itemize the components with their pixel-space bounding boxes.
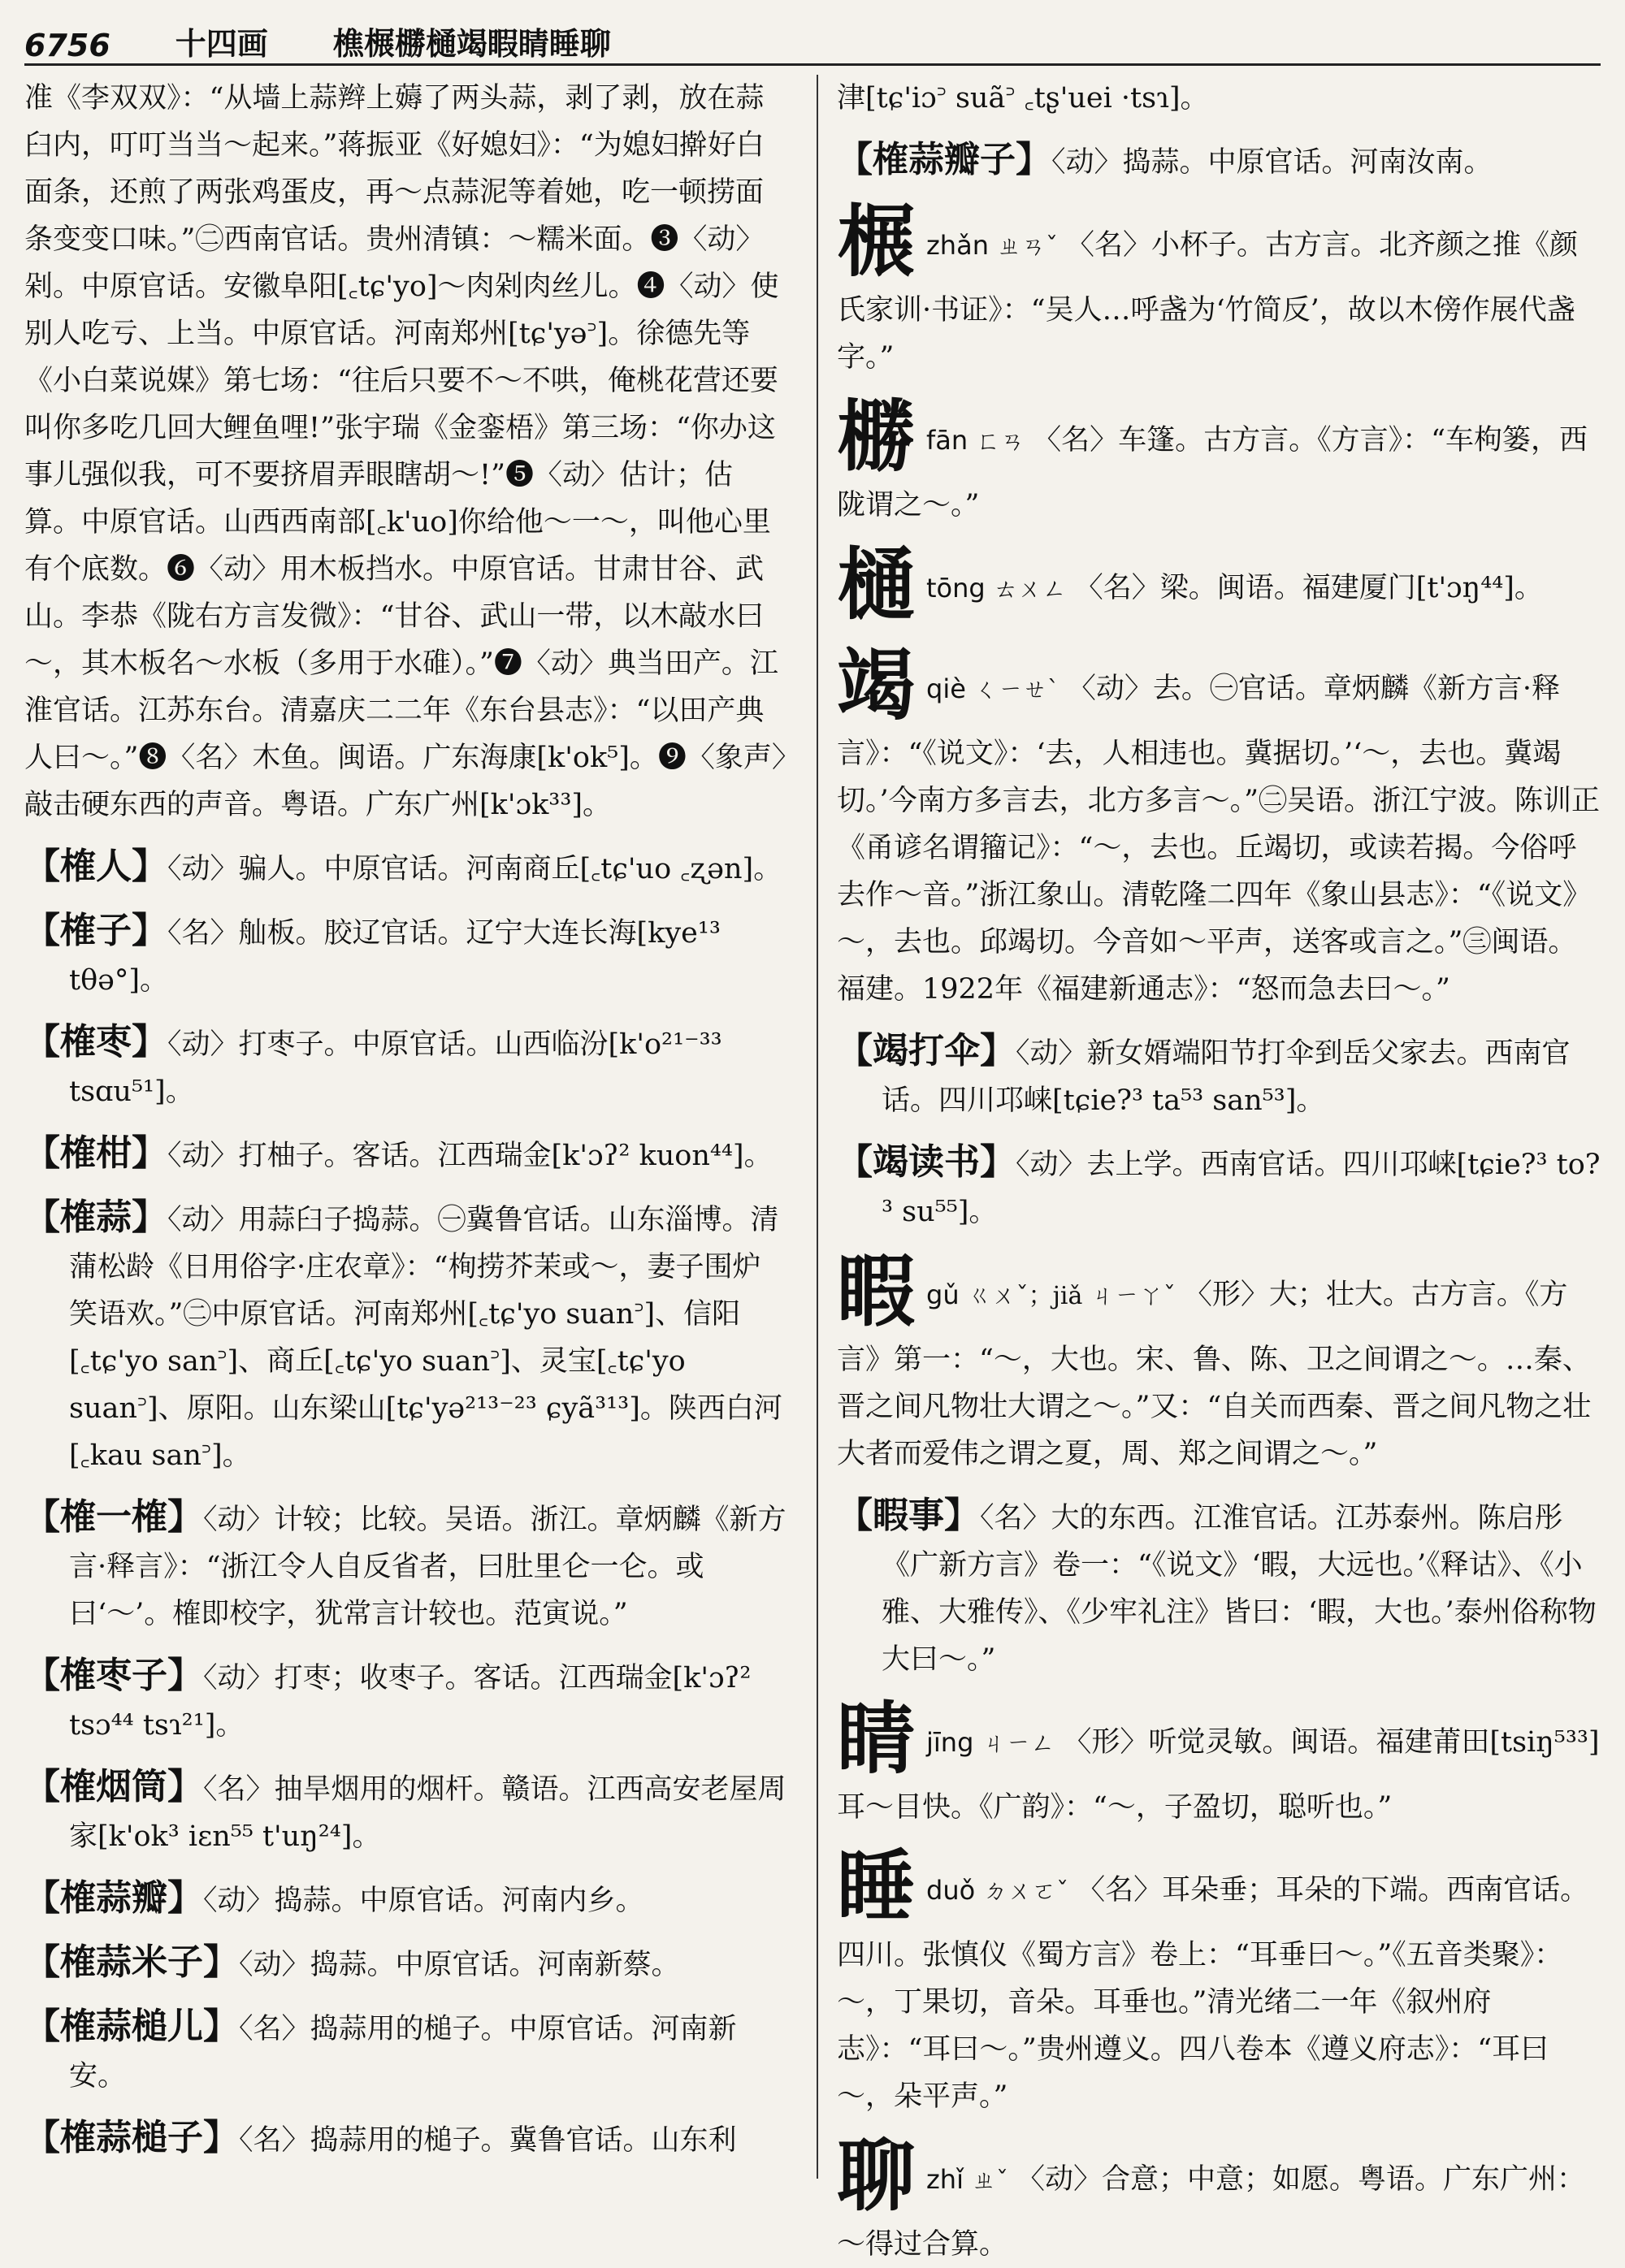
subentry-definition: 〈名〉大的东西。江淮官话。江苏泰州。陈启彤《广新方言》卷一：“《说文》‘睱，大远也。’《释诂》、《小雅、大雅传》、《少牢礼注》皆曰：‘睱，大也。’泰州俗称物大曰～。” xyxy=(882,1502,1597,1676)
right-column xyxy=(837,75,1601,2268)
character-entry xyxy=(837,641,1601,1013)
subentry-headword: 【榷蒜瓣子】 xyxy=(837,139,1051,180)
headword-character: 榐 xyxy=(837,196,915,288)
continuation-text: 准《李双双》：“从墙上蒜辫上薅了两头蒜，剥了剥，放在蒜臼内，叮叮当当～起来。”蒋振亚《好媳妇》：“为媳妇擀好白面条，还煎了两张鸡蛋皮，再～点蒜泥等着她，吃一顿捞面条变变口味。”㊁西南官话。贵州清镇：～糯米面。❸〈动〉剁。中原官话。安徽阜阳[꜀tɕ'yo]～肉剁肉丝儿。❹〈动〉使别人吃亏、上当。中原官话。河南郑州[tɕ'yə꜄]。徐德先等《小白菜说媒》第七场：“往后只要不～不哄，俺桃花营还要叫你多吃几回大鲤鱼哩!”张宇瑞《金銮梧》第三场：“你办这事儿强似我，可不要挤眉弄眼瞎胡～!”❺〈动〉估计；估算。中原官话。山西西南部[꜀k'uo]你给他～一～，叫他心里有个底数。❻〈动〉用木板挡水。中原官话。甘肃甘谷、武山。李恭《陇右方言发微》：“甘谷、武山一带，以木敲水曰～，其木板名～水板（多用于水碓）。”❼〈动〉典当田产。江淮官话。江苏东台。清嘉庆二二年《东台县志》：“以田产典人曰～。”❽〈名〉木鱼。闽语。广东海康[k'ok⁵]。❾〈象声〉敲击硬东西的声音。粤语。广东广州[k'ɔk³³]。 xyxy=(24,82,786,821)
subentry-headword: 【竭打伞】 xyxy=(837,1030,1016,1071)
entry-definition: 〈名〉车篷。古方言。《方言》：“车枸篓，西陇谓之～。” xyxy=(837,424,1588,522)
subentry-definition: 〈动〉打枣；收枣子。客话。江西瑞金[k'ɔʔ² tsɔ⁴⁴ tsɿ²¹]。 xyxy=(69,1662,752,1742)
subentry xyxy=(24,1194,788,1479)
subentry xyxy=(24,843,788,893)
zhuyin-reading: ㄐㄧㄥ xyxy=(982,1729,1055,1758)
zhuyin-reading: ㄊㄨㄥ xyxy=(993,575,1067,604)
headword-character: 橳 xyxy=(837,391,915,483)
stroke-section: 十四画 xyxy=(175,25,268,62)
headword-character: 睛 xyxy=(837,1693,915,1785)
character-entry xyxy=(837,1695,1601,1831)
subentry xyxy=(837,1492,1601,1683)
subentry-headword: 【榷烟筒】 xyxy=(24,1766,203,1807)
entry-definition: 〈形〉听觉灵敏。闽语。福建莆田[tsiŋ⁵³³]耳～目快。《广韵》：“～，子盈切，聪听也。” xyxy=(837,1726,1600,1824)
subentry-headword: 【榷枣子】 xyxy=(24,1655,203,1696)
subentry xyxy=(837,1028,1601,1124)
character-entry xyxy=(837,2132,1601,2268)
page-header xyxy=(24,18,1601,66)
subentry xyxy=(24,1764,788,1860)
subentry-headword: 【榷蒜瓣】 xyxy=(24,1877,203,1919)
subentry-definition: 〈动〉捣蒜。中原官话。河南新蔡。 xyxy=(239,1949,680,1981)
subentry-headword: 【榷蒜槌子】 xyxy=(24,2117,239,2158)
subentry-definition: 〈名〉舢板。胶辽官话。辽宁大连长海[kye¹³ tθə°]。 xyxy=(69,917,721,997)
subentry-definition: 〈动〉捣蒜。中原官话。河南内乡。 xyxy=(203,1885,644,1917)
zhuyin-reading: ㄈㄢ xyxy=(976,427,1025,456)
subentry xyxy=(24,1494,788,1638)
subentry-headword: 【竭读书】 xyxy=(837,1141,1016,1183)
character-entry xyxy=(837,1247,1601,1478)
column-divider xyxy=(817,75,818,2179)
subentry xyxy=(24,1875,788,1924)
headword-character: 睡 xyxy=(837,1841,915,1933)
zhuyin-reading: ㄉㄨㄛˇ xyxy=(983,1877,1069,1906)
pinyin-reading: zhǎn xyxy=(926,230,989,261)
subentry xyxy=(837,136,1601,186)
subentry xyxy=(24,2114,788,2164)
subentry-headword: 【榷蒜槌儿】 xyxy=(24,2006,239,2047)
subentry xyxy=(24,1130,788,1179)
subentry xyxy=(24,1652,788,1749)
pinyin-reading: qiè xyxy=(926,673,966,704)
subentry xyxy=(24,1019,788,1115)
subentry-definition: 〈名〉捣蒜用的槌子。中原官话。河南新安。 xyxy=(69,2013,737,2093)
subentry xyxy=(24,2003,788,2100)
pinyin-reading: duǒ xyxy=(926,1875,976,1906)
headword-character: 聊 xyxy=(837,2130,915,2222)
subentry-headword: 【榷柑】 xyxy=(24,1132,167,1174)
subentry-definition: 〈动〉去上学。西南官话。四川邛崃[tɕie?³ to?³ su⁵⁵]。 xyxy=(882,1149,1601,1228)
subentry-headword: 【榷一榷】 xyxy=(24,1496,203,1538)
character-entry xyxy=(837,197,1601,381)
page-number: 6756 xyxy=(24,28,110,63)
pinyin-reading: tōng xyxy=(926,573,986,604)
pinyin-reading: gǔ xyxy=(926,1279,960,1310)
subentry-headword: 【榷枣】 xyxy=(24,1021,167,1063)
subentry-headword: 【睱事】 xyxy=(837,1495,980,1536)
subentry xyxy=(837,1139,1601,1236)
subentry-headword: 【榷人】 xyxy=(24,846,167,887)
header-characters: 樵榐橳樋竭睱睛睡聊 xyxy=(332,25,611,62)
subentry-definition: 〈名〉捣蒜用的槌子。冀鲁官话。山东利 xyxy=(239,2124,737,2157)
subentry-definition: 〈动〉捣蒜。中原官话。河南汝南。 xyxy=(1051,146,1493,179)
zhuyin-reading: ㄓㄢˇ xyxy=(996,232,1058,261)
pinyin-reading: jīng xyxy=(926,1727,974,1758)
headword-character: 樋 xyxy=(837,539,915,630)
zhuyin-reading: ㄍㄨˇ；jiǎ ㄐㄧㄚˇ xyxy=(967,1282,1176,1310)
subentry xyxy=(24,907,788,1004)
subentry-headword: 【榷蒜米子】 xyxy=(24,1941,239,1983)
subentry xyxy=(24,1939,788,1989)
entry-definition: 〈名〉耳朵垂；耳朵的下端。西南官话。四川。张慎仪《蜀方言》卷上：“耳垂曰～。”《五音类聚》：～，丁果切，音朵。耳垂也。”清光绪二一年《叙州府志》：“耳曰～。”贵州遵义。四八卷本《遵义府志》：“耳曰～，朵平声。” xyxy=(837,1874,1589,2113)
left-column xyxy=(24,75,788,2164)
headword-character: 竭 xyxy=(837,639,915,731)
entry-definition: 〈名〉小杯子。古方言。北齐颜之推《颜氏家训·书证》：“吴人…呼盏为‘竹简反’，故以木傍作展代盏字。” xyxy=(837,229,1578,374)
subentry-definition: 〈动〉用蒜臼子捣蒜。㊀冀鲁官话。山东淄博。清蒲松龄《日用俗字·庄农章》：“栒捞芥茉或～，妻子围炉笑语欢。”㊁中原官话。河南郑州[꜀tɕ'yo suan꜄]、信阳[꜀tɕ'yo san꜄]、商丘[꜀tɕ'yo suan꜄]、灵宝[꜀tɕ'yo suan꜄]、原阳。山东梁山[tɕ'yə²¹³⁻²³ ɕyã³¹³]。陕西白河[꜀kau san꜄]。 xyxy=(69,1204,782,1472)
character-entry xyxy=(837,1842,1601,2120)
pinyin-reading: zhǐ xyxy=(926,2164,964,2195)
character-entry xyxy=(837,392,1601,529)
entry-definition: 〈名〉梁。闽语。福建厦门[t'ɔŋ⁴⁴]。 xyxy=(1074,572,1543,604)
subentry-headword: 【榷子】 xyxy=(24,910,167,951)
subentry-definition: 〈动〉新女婿端阳节打伞到岳父家去。西南官话。四川邛崃[tɕie?³ ta⁵³ san⁵³]。 xyxy=(882,1037,1571,1117)
subentry-headword: 【榷蒜】 xyxy=(24,1197,167,1238)
entry-definition: 〈形〉大；壮大。古方言。《方言》第一：“～，大也。宋、鲁、陈、卫之间谓之～。…秦、晋之间凡物壮大谓之～。”又：“自关而西秦、晋之间凡物之壮大者而爱伟之谓之夏，周、郑之间谓之～。” xyxy=(837,1279,1592,1470)
subentry-definition: 〈动〉打枣子。中原官话。山西临汾[k'o²¹⁻³³ tsɑu⁵¹]。 xyxy=(69,1028,722,1108)
subentry-definition: 〈名〉抽旱烟用的烟杆。赣语。江西高安老屋周家[k'ok³ iɛn⁵⁵ t'uŋ²⁴]。 xyxy=(69,1773,786,1853)
subentry-definition: 〈动〉打柚子。客话。江西瑞金[k'ɔʔ² kuon⁴⁴]。 xyxy=(167,1140,773,1172)
continuation-text: 津[tɕ'iɔ꜄ suã꜄ ꜀tʂ'uei ·tsɿ]。 xyxy=(837,82,1209,115)
zhuyin-reading: ㄑㄧㄝˋ xyxy=(973,676,1060,704)
subentry-definition: 〈动〉计较；比较。吴语。浙江。章炳麟《新方言·释言》：“浙江令人自反省者，曰肚里仑一仑。或曰‘～’。榷即校字，犹常言计较也。范寅说。” xyxy=(69,1504,786,1630)
entry-definition: 〈动〉去。㊀官话。章炳麟《新方言·释言》：“《说文》：‘去，人相违也。冀据切。’‘～，去也。冀竭切。’今南方多言去，北方多言～。”㊁吴语。浙江宁波。陈训正《甬谚名谓籀记》：“～，去也。丘竭切，或读若揭。今俗呼去作～音。”浙江象山。清乾隆二四年《象山县志》：“《说文》～，去也。邱竭切。今音如～平声，送客或言之。”㊂闽语。福建。1922年《福建新通志》：“怒而急去曰～。” xyxy=(837,673,1601,1006)
headword-character: 睱 xyxy=(837,1245,915,1337)
pinyin-reading: fān xyxy=(926,425,968,456)
entry-definition: 〈动〉合意；中意；如愿。粤语。广东广州：～得过合算。 xyxy=(837,2163,1585,2261)
subentry-definition: 〈动〉骗人。中原官话。河南商丘[꜀tɕ'uo ꜀ʐən]。 xyxy=(167,853,782,885)
character-entry xyxy=(837,540,1601,630)
zhuyin-reading: ㄓˇ xyxy=(971,2166,1008,2195)
